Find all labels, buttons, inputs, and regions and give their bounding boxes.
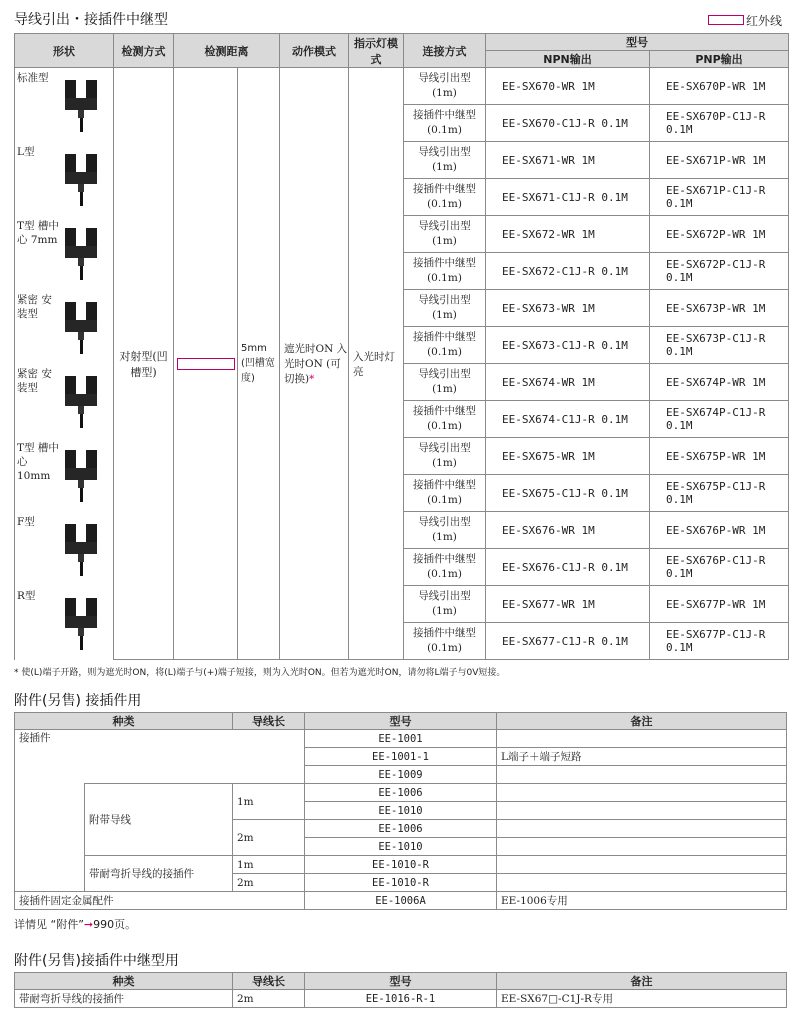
npn-model: EE-SX672-WR 1M — [486, 216, 650, 253]
connection-length: (1m) — [432, 309, 457, 321]
sensor-image — [61, 150, 101, 211]
infrared-legend-label: 红外线 — [746, 14, 783, 28]
pnp-model: EE-SX677P-C1J-R 0.1M — [650, 623, 789, 660]
acc-bracket-label: 接插件固定金属配件 — [15, 892, 305, 910]
distance-note: (凹槽宽度) — [241, 358, 275, 384]
shape-label: 紧密 安装型 — [17, 367, 52, 394]
shape-label: T型 槽中心 10mm — [17, 441, 59, 482]
acc-length: 2m — [233, 874, 305, 892]
pnp-model: EE-SX675P-WR 1M — [650, 438, 789, 475]
infrared-legend-swatch — [708, 15, 744, 25]
arrow-icon: ➞ — [83, 918, 94, 931]
acc-remark: EE-1006专用 — [497, 892, 787, 910]
distance-value: 5mm — [241, 343, 267, 354]
shape-cell — [15, 290, 114, 364]
shape-cell — [15, 586, 114, 660]
header-indicator: 指示灯模式 — [349, 34, 404, 68]
npn-model: EE-SX671-C1J-R 0.1M — [486, 179, 650, 216]
acc-model: EE-1010-R — [305, 874, 497, 892]
header-method: 检测方式 — [114, 34, 174, 68]
npn-model: EE-SX670-WR 1M — [486, 68, 650, 105]
acc-model: EE-1009 — [305, 766, 497, 784]
shape-label: L型 — [17, 145, 35, 158]
sensor-image — [61, 594, 101, 655]
connection-type — [404, 475, 486, 512]
product-table — [14, 33, 789, 660]
connection-type-text: 接插件中继型 — [413, 405, 476, 417]
pnp-model: EE-SX677P-WR 1M — [650, 586, 789, 623]
connection-type — [404, 401, 486, 438]
acc3-header-type: 种类 — [15, 973, 233, 990]
connection-length: (1m) — [432, 161, 457, 173]
connector-accessory-table — [14, 712, 787, 910]
pnp-model: EE-SX670P-C1J-R 0.1M — [650, 105, 789, 142]
connection-type — [404, 364, 486, 401]
connection-type-text: 导线引出型 — [418, 294, 471, 306]
connection-type — [404, 327, 486, 364]
acc-remark: L端子＋端子短路 — [497, 748, 787, 766]
see-more-prefix: 详情见 “附件” — [14, 918, 84, 931]
sensor-image — [61, 446, 101, 507]
action-mode-text: 遮光时ON 入光时ON (可切换) — [284, 343, 348, 385]
shape-label: T型 槽中心 7mm — [17, 219, 59, 246]
acc-remark — [497, 838, 787, 856]
connection-type-text: 导线引出型 — [418, 590, 471, 602]
sensor-image — [61, 372, 101, 433]
connection-type — [404, 216, 486, 253]
connection-type-text: 接插件中继型 — [413, 479, 476, 491]
connection-type-text: 导线引出型 — [418, 368, 471, 380]
detection-distance — [238, 68, 280, 660]
section3-title: 附件(另售)接插件中继型用 — [14, 953, 179, 969]
pnp-model: EE-SX670P-WR 1M — [650, 68, 789, 105]
acc3-header-model: 型号 — [305, 973, 497, 990]
pnp-model: EE-SX674P-WR 1M — [650, 364, 789, 401]
acc-model: EE-1010-R — [305, 856, 497, 874]
npn-model: EE-SX675-WR 1M — [486, 438, 650, 475]
npn-model: EE-SX675-C1J-R 0.1M — [486, 475, 650, 512]
connection-length: (0.1m) — [427, 420, 462, 432]
header-distance: 检测距离 — [174, 34, 280, 68]
acc3-length: 2m — [233, 990, 305, 1008]
acc-remark — [497, 820, 787, 838]
acc-flex-cable-label: 带耐弯折导线的接插件 — [85, 856, 233, 892]
acc-remark — [497, 784, 787, 802]
connection-length: (1m) — [432, 605, 457, 617]
infrared-marker-cell — [174, 68, 238, 660]
connection-length: (1m) — [432, 235, 457, 247]
npn-model: EE-SX674-WR 1M — [486, 364, 650, 401]
connection-length: (1m) — [432, 87, 457, 99]
acc-connector-label: 接插件 — [15, 730, 305, 784]
acc-length: 1m — [233, 856, 305, 874]
connection-type — [404, 142, 486, 179]
header-connection: 连接方式 — [404, 34, 486, 68]
acc-with-cable-label: 附带导线 — [85, 784, 233, 856]
footnote: * 使(L)端子开路，则为遮光时ON，将(L)端子与(+)端子短接，则为入光时ON。但若为遮光时ON，请勿将L端子与0V短接。 — [14, 668, 506, 678]
connection-length: (0.1m) — [427, 346, 462, 358]
npn-model: EE-SX673-C1J-R 0.1M — [486, 327, 650, 364]
header-shape: 形状 — [15, 34, 114, 68]
connection-length: (1m) — [432, 383, 457, 395]
see-more-page: 990页。 — [93, 918, 137, 931]
connection-type — [404, 438, 486, 475]
acc3-header-length: 导线长 — [233, 973, 305, 990]
header-action: 动作模式 — [280, 34, 349, 68]
acc-model: EE-1001-1 — [305, 748, 497, 766]
connection-type-text: 接插件中继型 — [413, 331, 476, 343]
connection-type — [404, 623, 486, 660]
connection-type — [404, 253, 486, 290]
see-more-reference[interactable] — [14, 916, 136, 932]
relay-accessory-table — [14, 972, 787, 1008]
connection-type-text: 导线引出型 — [418, 516, 471, 528]
connection-length: (0.1m) — [427, 568, 462, 580]
pnp-model: EE-SX676P-WR 1M — [650, 512, 789, 549]
acc-header-length: 导线长 — [233, 713, 305, 730]
connection-type-text: 接插件中继型 — [413, 553, 476, 565]
acc3-type: 带耐弯折导线的接插件 — [15, 990, 233, 1008]
pnp-model: EE-SX674P-C1J-R 0.1M — [650, 401, 789, 438]
sensor-image — [61, 298, 101, 359]
connection-type-text: 接插件中继型 — [413, 183, 476, 195]
acc-model: EE-1001 — [305, 730, 497, 748]
product-row — [15, 68, 789, 105]
acc-header-type: 种类 — [15, 713, 233, 730]
npn-model: EE-SX677-WR 1M — [486, 586, 650, 623]
connection-type-text: 导线引出型 — [418, 146, 471, 158]
detection-method-text: 对射型(凹槽型) — [119, 349, 168, 379]
acc-remark — [497, 856, 787, 874]
action-mode-star: * — [309, 373, 315, 385]
acc-header-remark: 备注 — [497, 713, 787, 730]
connection-type-text: 导线引出型 — [418, 72, 471, 84]
pnp-model: EE-SX673P-C1J-R 0.1M — [650, 327, 789, 364]
connection-type — [404, 512, 486, 549]
shape-cell — [15, 364, 114, 438]
npn-model: EE-SX674-C1J-R 0.1M — [486, 401, 650, 438]
action-mode — [280, 68, 349, 660]
pnp-model: EE-SX671P-WR 1M — [650, 142, 789, 179]
npn-model: EE-SX676-WR 1M — [486, 512, 650, 549]
shape-label: 标准型 — [17, 72, 49, 84]
header-model: 型号 — [486, 34, 789, 51]
acc3-header-remark: 备注 — [497, 973, 787, 990]
connection-length: (0.1m) — [427, 272, 462, 284]
sensor-image — [61, 76, 101, 137]
acc-remark — [497, 874, 787, 892]
npn-model: EE-SX670-C1J-R 0.1M — [486, 105, 650, 142]
section2-title: 附件(另售) 接插件用 — [14, 693, 142, 709]
connection-type — [404, 549, 486, 586]
npn-model: EE-SX677-C1J-R 0.1M — [486, 623, 650, 660]
acc-remark — [497, 802, 787, 820]
pnp-model: EE-SX675P-C1J-R 0.1M — [650, 475, 789, 512]
connection-type-text: 导线引出型 — [418, 442, 471, 454]
acc-header-model: 型号 — [305, 713, 497, 730]
header-npn: NPN输出 — [486, 51, 650, 68]
sensor-image — [61, 520, 101, 581]
connection-type — [404, 105, 486, 142]
indicator-mode — [349, 68, 404, 660]
connection-length: (1m) — [432, 457, 457, 469]
pnp-model: EE-SX672P-C1J-R 0.1M — [650, 253, 789, 290]
npn-model: EE-SX673-WR 1M — [486, 290, 650, 327]
acc-model: EE-1006A — [305, 892, 497, 910]
shape-label: R型 — [17, 589, 36, 602]
shape-cell — [15, 512, 114, 586]
connection-length: (0.1m) — [427, 494, 462, 506]
connection-type-text: 导线引出型 — [418, 220, 471, 232]
shape-cell — [15, 216, 114, 290]
connection-type-text: 接插件中继型 — [413, 109, 476, 121]
connection-type-text: 接插件中继型 — [413, 627, 476, 639]
connection-type — [404, 586, 486, 623]
header-pnp: PNP输出 — [650, 51, 789, 68]
indicator-mode-text: 入光时灯亮 — [353, 350, 395, 378]
acc-model: EE-1006 — [305, 820, 497, 838]
connection-length: (1m) — [432, 531, 457, 543]
connection-type — [404, 68, 486, 105]
shape-label: 紧密 安装型 — [17, 293, 52, 320]
shape-cell — [15, 142, 114, 216]
acc-length: 1m — [233, 784, 305, 820]
npn-model: EE-SX672-C1J-R 0.1M — [486, 253, 650, 290]
acc-model: EE-1010 — [305, 838, 497, 856]
acc-remark — [497, 730, 787, 748]
acc-model: EE-1010 — [305, 802, 497, 820]
sensor-image — [61, 224, 101, 285]
acc-model: EE-1006 — [305, 784, 497, 802]
connection-type-text: 接插件中继型 — [413, 257, 476, 269]
connection-length: (0.1m) — [427, 124, 462, 136]
acc-length: 2m — [233, 820, 305, 856]
pnp-model: EE-SX671P-C1J-R 0.1M — [650, 179, 789, 216]
acc3-model: EE-1016-R-1 — [305, 990, 497, 1008]
connection-length: (0.1m) — [427, 198, 462, 210]
acc3-remark: EE-SX67□-C1J-R专用 — [497, 990, 787, 1008]
connection-length: (0.1m) — [427, 642, 462, 654]
shape-cell — [15, 438, 114, 512]
npn-model: EE-SX671-WR 1M — [486, 142, 650, 179]
detection-method — [114, 68, 174, 660]
infrared-marker — [177, 358, 235, 370]
pnp-model: EE-SX672P-WR 1M — [650, 216, 789, 253]
pnp-model: EE-SX673P-WR 1M — [650, 290, 789, 327]
connection-type — [404, 290, 486, 327]
acc-remark — [497, 766, 787, 784]
section1-title: 导线引出・接插件中继型 — [14, 12, 168, 28]
pnp-model: EE-SX676P-C1J-R 0.1M — [650, 549, 789, 586]
acc-indent-cell — [15, 784, 85, 892]
shape-cell — [15, 68, 114, 142]
connection-type — [404, 179, 486, 216]
npn-model: EE-SX676-C1J-R 0.1M — [486, 549, 650, 586]
shape-label: F型 — [17, 515, 35, 528]
